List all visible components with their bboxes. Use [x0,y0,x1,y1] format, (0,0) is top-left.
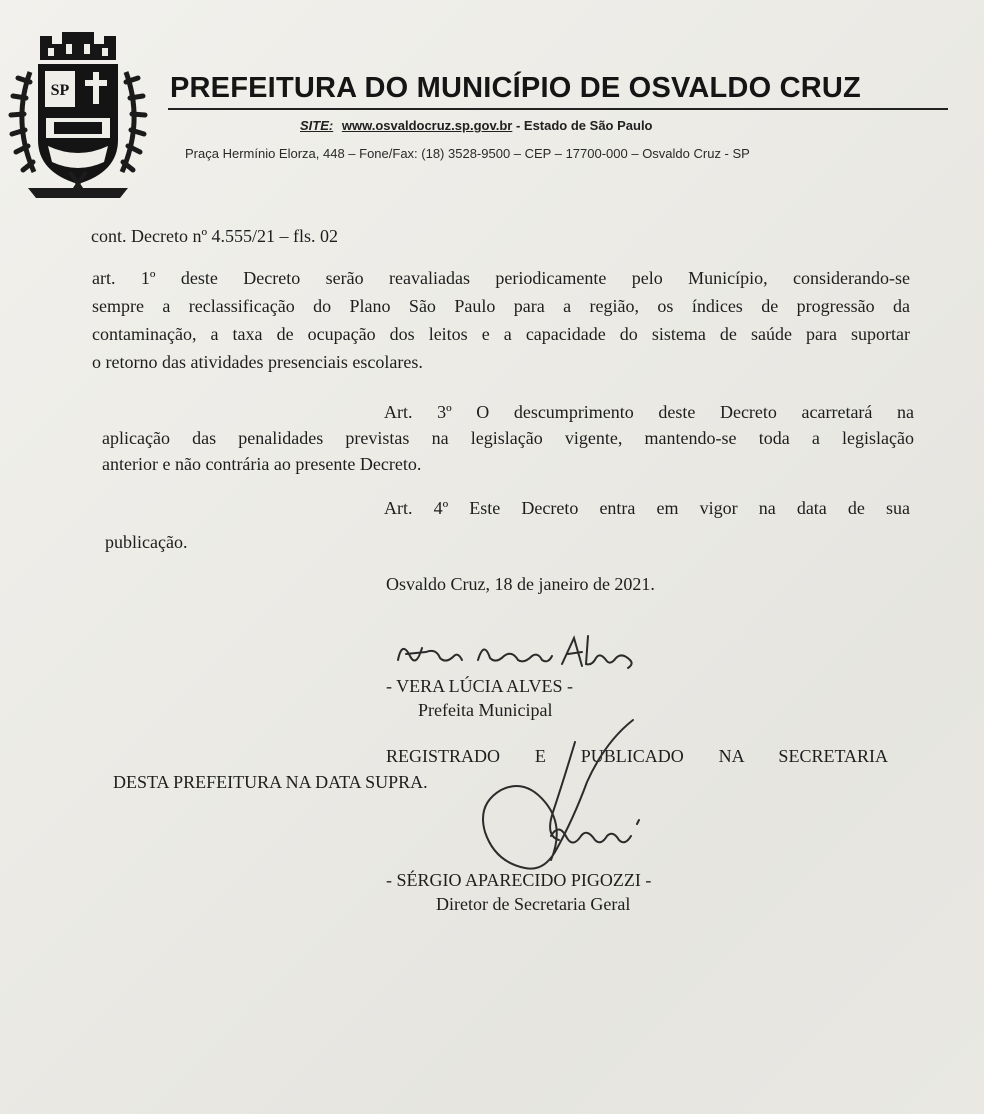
article-3-line: anterior e não contrária ao presente Decreto. [102,454,422,474]
article-3-line: Art. 3º O descumprimento deste Decreto acarretará na [384,402,914,422]
continuation-line: cont. Decreto nº 4.555/21 – fls. 02 [91,226,339,246]
date-line: Osvaldo Cruz, 18 de janeiro de 2021. [386,574,655,594]
signatory-2-role: Diretor de Secretaria Geral [436,894,631,914]
paragraph-line: sempre a reclassificação do Plano São Paulo para a região, os índices de progressão da [92,296,910,316]
article-4-line: publicação. [105,532,188,552]
coat-of-arms-icon [8,22,148,202]
paragraph-line: contaminação, a taxa de ocupação dos leitos e a capacidade do sistema de saúde para suportar [92,324,910,344]
header-divider [168,108,948,110]
article-4-line: Art. 4º Este Decreto entra em vigor na data de sua [384,498,910,518]
coat-of-arms-label: SP [50,82,70,99]
signatory-1-role: Prefeita Municipal [418,700,553,720]
site-url: www.osvaldocruz.sp.gov.br [341,118,513,133]
header-address: Praça Hermínio Elorza, 448 – Fone/Fax: (18) 3528-9500 – CEP – 17700-000 – Osvaldo Cruz - SP [185,146,750,161]
header-site-line [300,118,653,133]
signatory-2-name: - SÉRGIO APARECIDO PIGOZZI - [386,870,652,890]
header-title: PREFEITURA DO MUNICÍPIO DE OSVALDO CRUZ [170,72,861,104]
paragraph-line: art. 1º deste Decreto serão reavaliadas periodicamente pelo Município, considerando-se [92,268,910,288]
site-label: SITE: [300,118,334,133]
registration-line: REGISTRADO E PUBLICADO NA SECRETARIA [386,746,888,766]
signatory-1-name: - VERA LÚCIA ALVES - [386,676,574,696]
registration-line: DESTA PREFEITURA NA DATA SUPRA. [113,772,428,792]
article-3-line: aplicação das penalidades previstas na legislação vigente, mantendo-se toda a legislação [102,428,914,448]
site-state: - Estado de São Paulo [515,118,653,133]
paragraph-line: o retorno das atividades presenciais escolares. [92,352,423,372]
signature-sergio-pigozzi [455,712,655,892]
